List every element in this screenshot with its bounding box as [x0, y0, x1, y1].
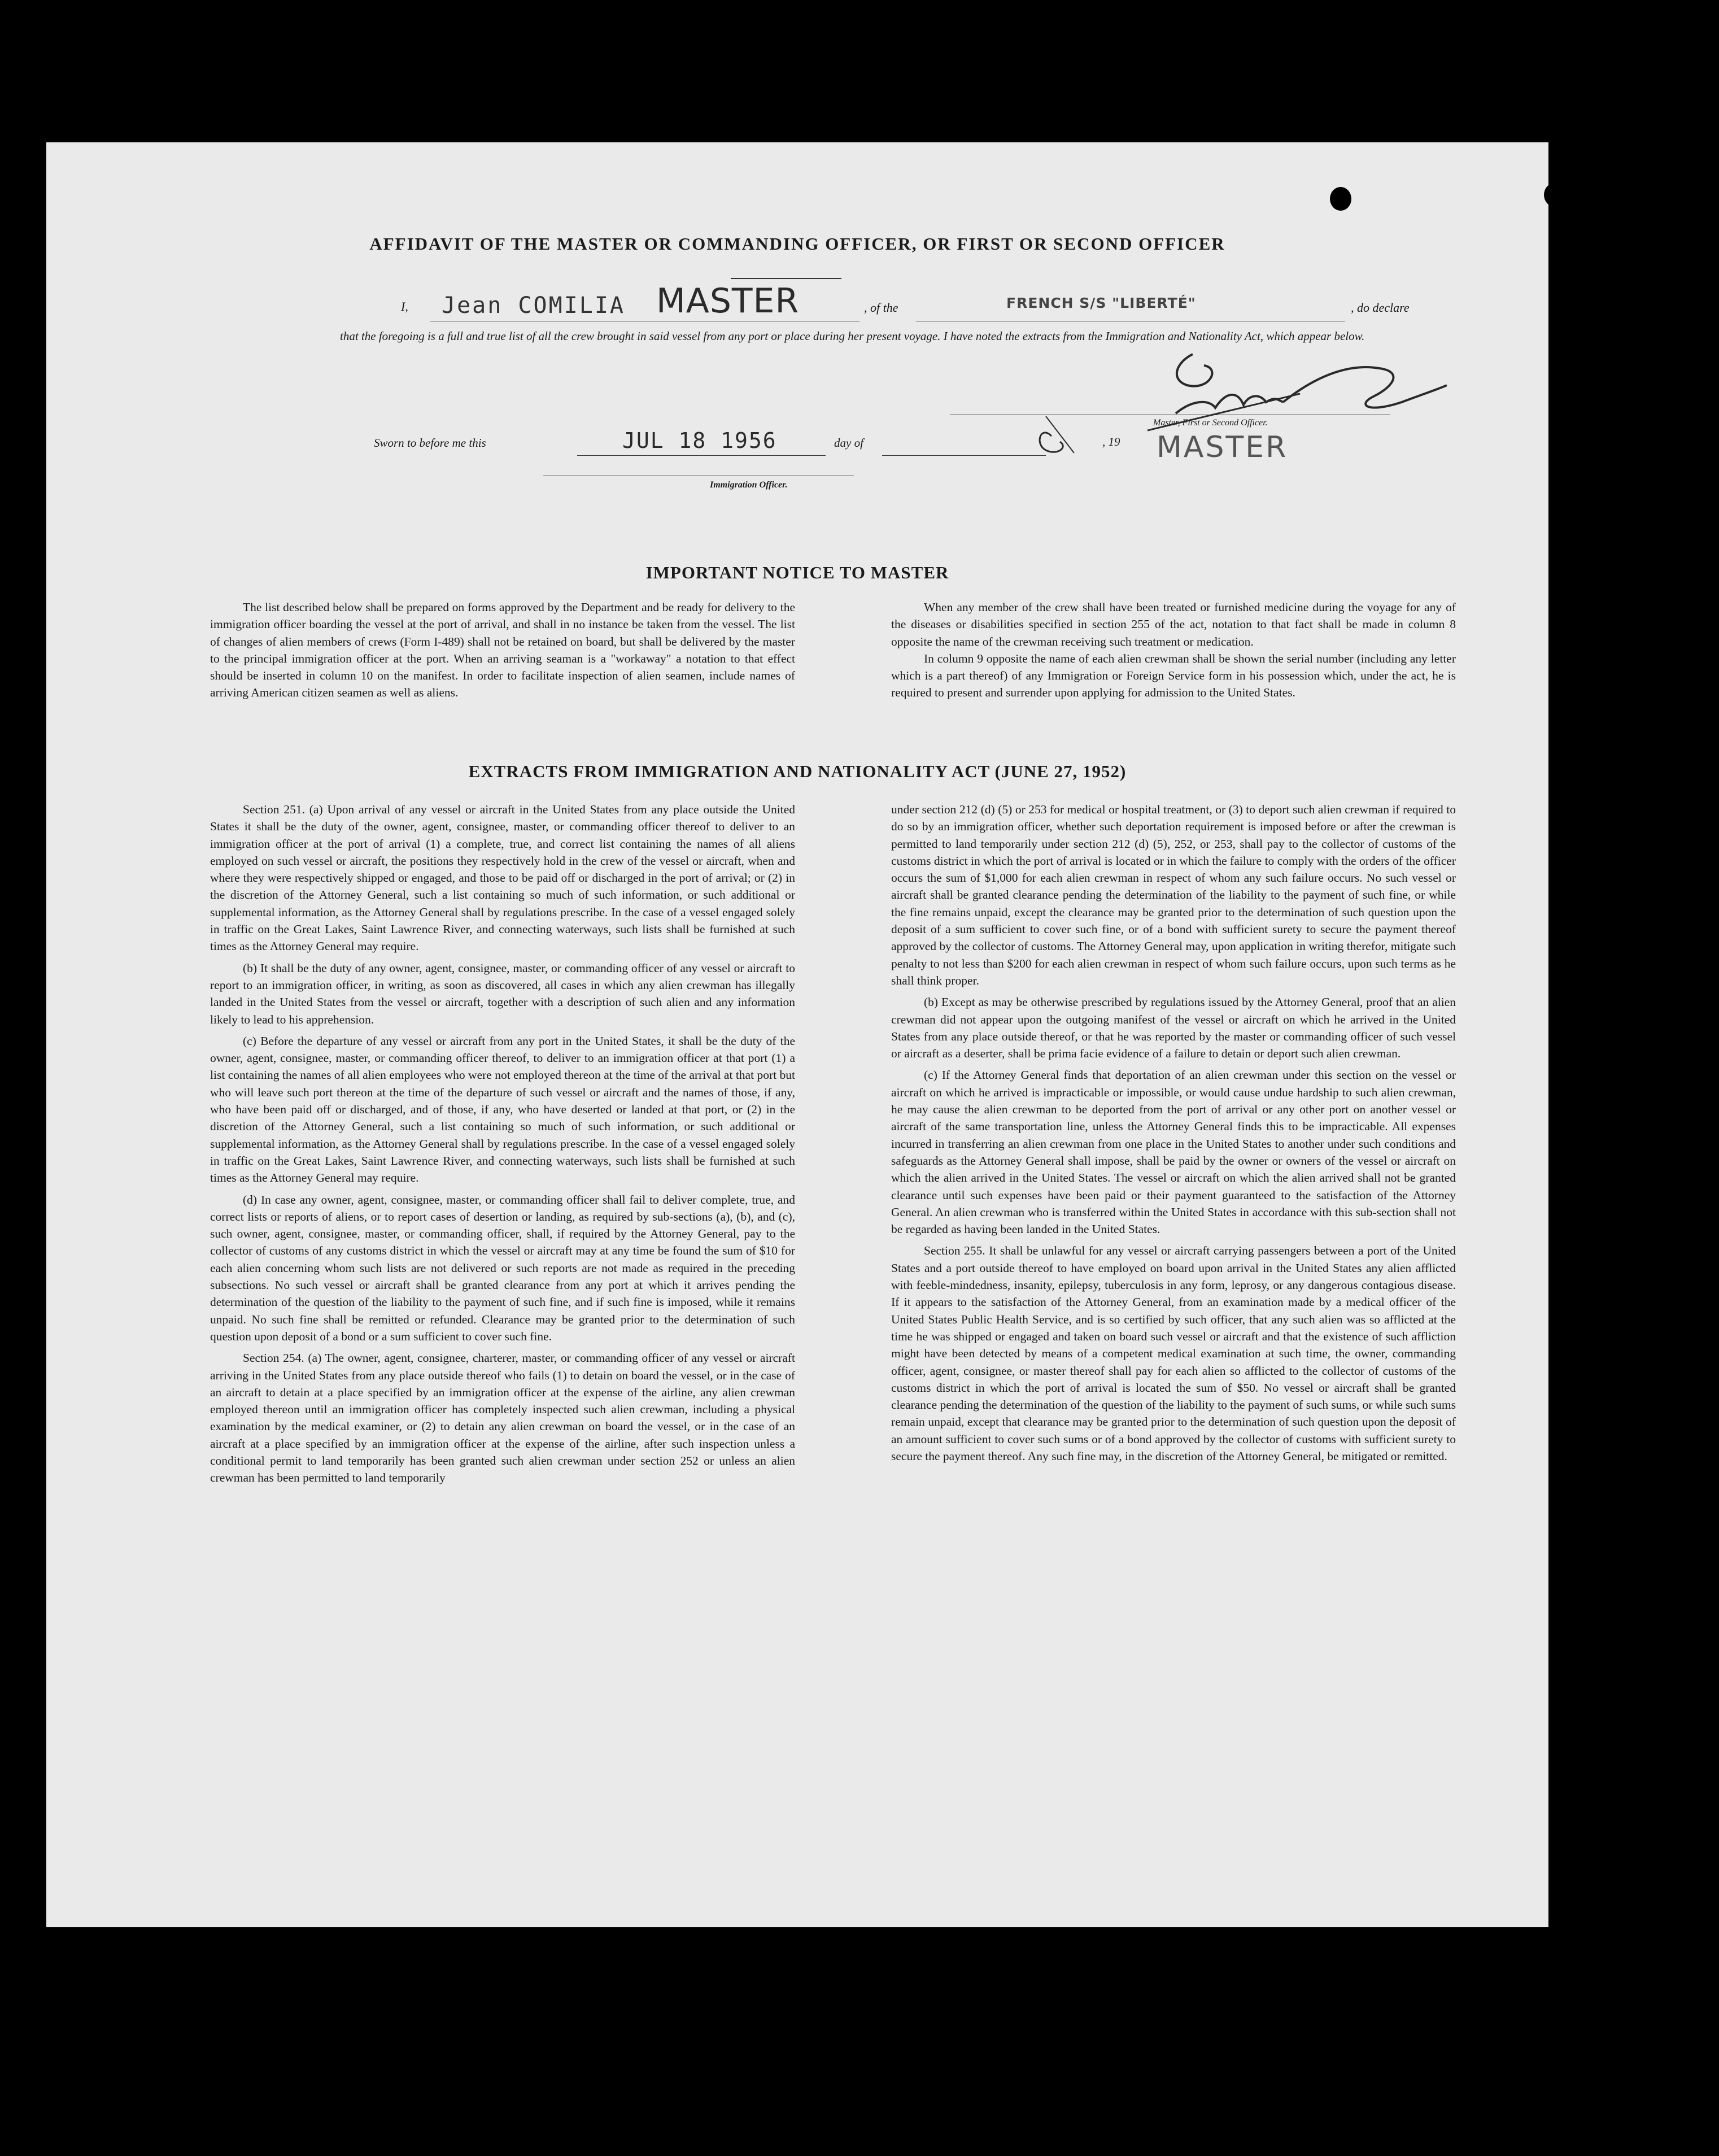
extracts-title: EXTRACTS FROM IMMIGRATION AND NATIONALITY ACT (JUNE 27, 1952)	[468, 761, 1127, 781]
punch-hole	[1330, 187, 1351, 211]
punch-hole	[1616, 781, 1642, 810]
extracts-left-column	[210, 801, 795, 1491]
section-254-c: (c) If the Attorney General finds that deportation of an alien crewman under this section on the vessel or aircraft on which he arrived is impracticable or impossible, or would cause undue hardship to such alien crewman, he may cause the alien crewman to be deported from the port of arrival or any other port on another vessel or aircraft of the same transportation line, unless the Attorney General finds this to be impracticable. All expenses incurred in transferring an alien crewman from one place in the United States to another under such conditions and safeguards as the Attorney General shall impose, shall be paid by the owner or owners of the vessel or aircraft on which the alien arrived in the United States. The vessel or aircraft on which the alien arrived shall not be granted clearance until such expenses have been paid or their payment guaranteed to the satisfaction of the Attorney General. An alien crewman who is transferred within the United States in accordance with this sub-section shall not be regarded as having been landed in the United States.	[891, 1068, 1456, 1236]
punch-hole	[1616, 1309, 1642, 1339]
punch-hole	[1616, 671, 1642, 700]
notice-title: IMPORTANT NOTICE TO MASTER	[645, 563, 949, 582]
punch-hole	[1616, 408, 1642, 437]
section-254-a: Section 254. (a) The owner, agent, consignee, charterer, master, or commanding officer of any vessel or aircraft arriving in the United States from any place outside thereof who fails (1) to detain on board the vessel, or in the case of an aircraft to detain at a place specified by an immigration officer at the expense of the airline, any alien crewman employed thereon until an immigration officer has completely inspected such alien crewman, including a physical examination by the medical examiner, or (2) to detain any alien crewman on board the vessel, or in the case of an aircraft at a place specified by an immigration officer at the expense of the airline, after such inspection unless a conditional permit to land temporarily has been granted such alien crewman under section 252 or unless an alien crewman has been permitted to land temporarily	[210, 1351, 795, 1485]
notice-left-column	[210, 599, 795, 706]
section-254-b: (b) Except as may be otherwise prescribed by regulations issued by the Attorney General, proof that an alien crewman did not appear upon the outgoing manifest of the vessel or aircraft on which he arrived in the United States from any place outside thereof, or that he was reported by the master or commanding officer of such vessel or aircraft as a deserter, shall be prima facie evidence of a failure to detain or deport such alien crewman.	[891, 995, 1456, 1061]
section-251-b: (b) It shall be the duty of any owner, agent, consignee, master, or commanding officer of any vessel or aircraft to report to an immigration officer, in writing, as soon as discovered, all cases in which any alien crewman has illegally landed in the United States from the vessel or aircraft, together with a description of such alien and any information likely to lead to his apprehension.	[210, 961, 795, 1026]
section-254-a-continued: under section 212 (d) (5) or 253 for medical or hospital treatment, or (3) to deport such alien crewman if required to do so by an immigration officer, whether such deportation requirement is imposed before or after the crewman is permitted to land temporarily under section 212 (d) (5), 252, or 253, shall pay to the collector of customs of the customs district in which the port of arrival is located or in which the failure to comply with the orders of the officer occurs the sum of $1,000 for each alien crewman in respect of whom any such failure occurs. No such vessel or aircraft shall be granted clearance pending the determination of the liability to the payment of such fine, or while the fine remains unpaid, except the clearance may be granted prior to the determination of such question upon the deposit of a sum sufficient to cover such fine, or of a bond with sufficient surety to secure the payment thereof approved by the collector of customs. The Attorney General may, upon application in writing therefor, mitigate such penalty to not less than $200 for each alien crewman in respect of whom such failure occurs, upon such terms as he shall think proper.	[891, 803, 1456, 987]
title-rule	[731, 278, 841, 279]
year-prefix: , 19	[1102, 435, 1120, 448]
punch-hole	[1616, 1760, 1642, 1789]
declaration-text: that the foregoing is a full and true list of all the crew brought in said vessel from any port or place during her present voyage. I have noted the extracts from the Immigration and Nationality Act, which appear below.	[340, 329, 1365, 343]
date-underline	[577, 455, 826, 456]
punch-hole	[1616, 561, 1642, 591]
master-rank: MASTER	[656, 281, 800, 321]
i-label: I,	[401, 299, 408, 313]
notice-right-paragraph-1: When any member of the crew shall have been treated or furnished medicine during the voyage for any of the diseases or disabilities specified in section 255 of the act, notation to that fact shall be made in column 8 opposite the name of the crewman receiving such treatment or medication.	[891, 600, 1456, 648]
extracts-right-column	[891, 801, 1456, 1469]
section-255: Section 255. It shall be unlawful for any vessel or aircraft carrying passengers between a port of the United States and a port outside thereof to have employed on board upon arrival in the United States any alien afflicted with feeble-mindedness, insanity, epilepsy, tuberculosis in any form, leprosy, or any dangerous contagious disease. If it appears to the satisfaction of the Attorney General, from an examination made by a medical officer of the United States Public Health Service, and is so certified by such officer, that any such alien was so afflicted at the time he was shipped or engaged and taken on board such vessel or aircraft and that the existence of such affliction might have been detected by means of a competent medical examination at such time, the owner, commanding officer, agent, consignee, or master thereof shall pay for each alien so afflicted to the collector of customs of the customs district in which the port of arrival is located the sum of $50. No vessel or aircraft shall be granted clearance pending the determination of the question of the liability to the payment of such sums, or while such sums remain unpaid, except that clearance may be granted prior to the determination of such question upon the deposit of an amount sufficient to cover such sums or of a bond approved by the collector of customs with sufficient surety to secure the payment thereof. Any such fine may, in the discretion of the Attorney General, be mitigated or remitted.	[891, 1244, 1456, 1463]
section-251-d: (d) In case any owner, agent, consignee, master, or commanding officer shall fail to deliver complete, true, and correct lists or reports of aliens, or to report cases of desertion or landing, as required by sub-sections (a), (b), and (c), such owner, agent, consignee, master, or commanding officer, shall, if required by the Attorney General, pay to the collector of customs of any customs district in which the vessel or aircraft may at any time be found the sum of $10 for each alien concerning whom such lists are not delivered or such reports are not made as required in the preceding subsections. No such vessel or aircraft shall be granted clearance from any port at which it arrives pending the determination of the question of the liability to the payment of such fine, and if such fine is imposed, while it remains unpaid. No such fine shall be remitted or refunded. Clearance may be granted prior to the determination of such question upon deposit of a bond or a sum sufficient to cover such fine.	[210, 1192, 795, 1343]
affidavit-title: AFFIDAVIT OF THE MASTER OR COMMANDING OFFICER, OR FIRST OR SECOND OFFICER	[369, 234, 1225, 254]
of-the-label: , of the	[864, 300, 898, 315]
do-declare-label: , do declare	[1351, 300, 1410, 315]
sworn-label: Sworn to before me this	[374, 436, 486, 450]
notice-right-paragraph-2: In column 9 opposite the name of each alien crewman shall be shown the serial number (including any letter which is a part thereof) of any Immigration or Foreign Service form in his possession which, under the act, he is required to present and surrender upon applying for admission to the United States.	[891, 651, 1456, 700]
day-of-label: day of	[834, 436, 863, 450]
notice-right-column	[891, 599, 1456, 706]
section-251-a: Section 251. (a) Upon arrival of any vessel or aircraft in the United States from any place outside the United States it shall be the duty of the owner, agent, consignee, master, or commanding officer thereof to deliver to an immigration officer at the port of arrival (1) a complete, true, and correct list containing the names of all aliens employed on such vessel or aircraft, the positions they respectively hold in the crew of the vessel or aircraft, when and where they were respectively shipped or engaged, and those to be paid off or discharged in the port of arrival; or (2) in the discretion of the Attorney General, such a list containing so much of such information, or such additional or supplemental information, as the Attorney General shall by regulations prescribe. In the case of a vessel engaged solely in traffic on the Great Lakes, Saint Lawrence River, and connecting waterways, such lists shall be furnished at such times as the Attorney General may require.	[210, 803, 795, 953]
master-name: Jean COMILIA	[442, 293, 625, 319]
notice-left-paragraph: The list described below shall be prepared on forms approved by the Department and be ready for delivery to the immigration officer boarding the vessel at the port of arrival, and shall in no instance be taken from the vessel. The list of changes of alien members of crews (Form I-489) shall not be retained on board, but shall be delivered by the master to the principal immigration officer at the port. When an arriving seaman is a "workaway" a notation to that effect should be inserted in column 10 on the manifest. In order to facilitate inspection of alien seamen, include names of arriving American citizen seamen as well as aliens.	[210, 600, 795, 700]
punch-hole	[1616, 1115, 1642, 1144]
punch-hole	[1616, 1679, 1642, 1708]
officer-caption: Immigration Officer.	[710, 480, 788, 490]
section-251-c: (c) Before the departure of any vessel or aircraft from any port in the United States, it shall be the duty of the owner, agent, consignee, master, or commanding officer thereof, to deliver to an immigration officer at that port (1) a list containing the names of all alien employees who were not employed thereon at the time of the arrival at that port but who will leave such port thereon at the time of the departure of such vessel or aircraft and the names of those, if any, who have been paid off or discharged, and of those, if any, who have deserted or landed at that port, or (2) in the discretion of the Attorney General, such a list containing so much of such information, or such additional or supplemental information, as the Attorney General shall by regulations prescribe. In the case of a vessel engaged solely in traffic on the Great Lakes, Saint Lawrence River, and connecting waterways, such lists shall be furnished at such times as the Attorney General may require.	[210, 1034, 795, 1185]
vessel-name: FRENCH S/S "LIBERTÉ"	[1006, 295, 1196, 311]
master-stamp: MASTER	[1157, 430, 1288, 464]
sworn-date: JUL 18 1956	[622, 428, 777, 453]
month-underline	[882, 455, 1046, 456]
declaration-line	[340, 281, 1436, 329]
punch-hole	[1616, 310, 1642, 339]
master-caption: Master, First or Second Officer.	[1153, 418, 1268, 428]
punch-hole	[1544, 183, 1565, 207]
punch-hole	[1616, 1839, 1642, 1868]
document-page	[46, 142, 1548, 1927]
